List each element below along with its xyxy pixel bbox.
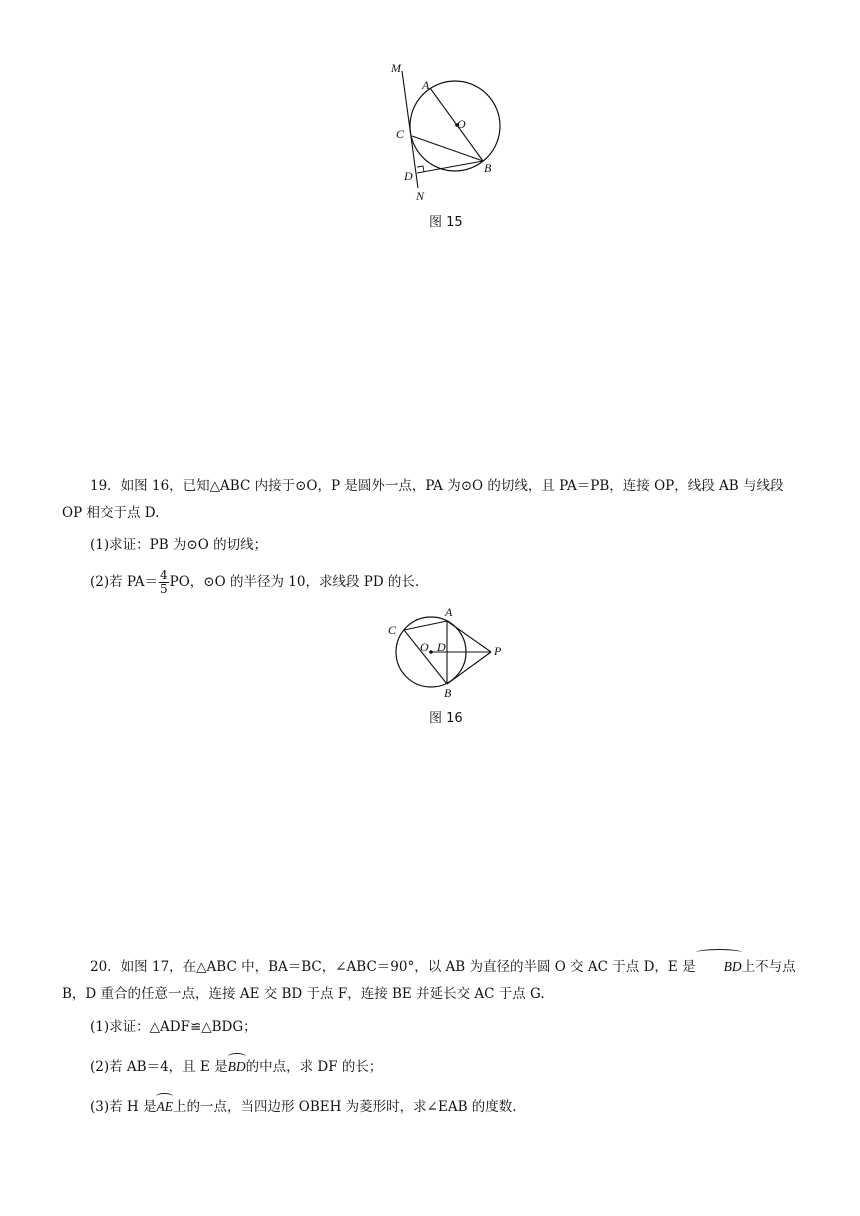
q20-part1: (1)求证：△ADF≌△BDG； [90,1019,257,1035]
label-D: D [437,640,446,654]
label-O: O [420,640,429,654]
q19-part1: (1)求证：PB 为⊙O 的切线； [90,537,268,553]
label-O: O [457,117,466,131]
q20-number: 20． [90,959,121,975]
q19-part2 [90,569,419,596]
q19-stem-text: 如图 16，已知△ABC 内接于⊙O，P 是圆外一点，PA 为⊙O 的切线，且 PA＝PB，连接 OP，线段 AB 与线段 OP 相交于点 D. [62,478,784,521]
q20-part3-a: (3)若 H 是 [90,1099,157,1115]
q20-stem-arc: BD [696,953,742,980]
q19-part2-prefix: (2)若 PA＝ [90,574,159,590]
label-P: P [494,644,502,658]
label-N: N [416,189,425,203]
q20-part2-arc: BD [228,1057,246,1077]
figure-15 [380,56,520,206]
q20-stem-b: 上不与点 B，D 重合的任意一点，连接 AE 交 BD 于点 F，连接 BE 并延长交 AC 于点 G. [62,959,796,1002]
label-C: C [388,623,397,637]
fraction-numerator: 4 [160,568,168,582]
figure-16 [384,604,514,704]
q19-stem [62,473,802,527]
label-D: D [404,169,413,183]
fraction-denominator: 5 [160,582,168,596]
figure-15-caption: 图 15 [429,215,463,230]
q19-part2-fraction [159,569,169,596]
label-B: B [484,161,492,175]
label-A: A [445,605,453,619]
q20-part3-b: 上的一点，当四边形 OBEH 为菱形时，求∠EAB 的度数. [172,1099,517,1115]
figure-15-diagram [380,56,520,206]
q20-part2-b: 的中点，求 DF 的长； [245,1059,383,1075]
label-B: B [444,686,452,700]
q20-part2 [90,1057,382,1077]
label-M: M [391,61,401,75]
q19-part2-suffix: PO，⊙O 的半径为 10，求线段 PD 的长. [169,574,420,590]
q19-number: 19． [90,478,121,494]
q20-stem [62,953,802,1008]
label-C: C [396,127,405,141]
label-A: A [422,78,430,92]
q20-stem-a: 如图 17，在△ABC 中，BA＝BC，∠ABC＝90°，以 AB 为直径的半圆 O 交 AC 于点 D，E 是 [120,959,696,975]
q20-part3 [90,1097,517,1117]
figure-16-diagram [384,604,514,704]
figure-16-caption: 图 16 [429,711,463,726]
q20-part3-arc: AE [156,1097,173,1117]
q20-part2-a: (2)若 AB＝4，且 E 是 [90,1059,228,1075]
